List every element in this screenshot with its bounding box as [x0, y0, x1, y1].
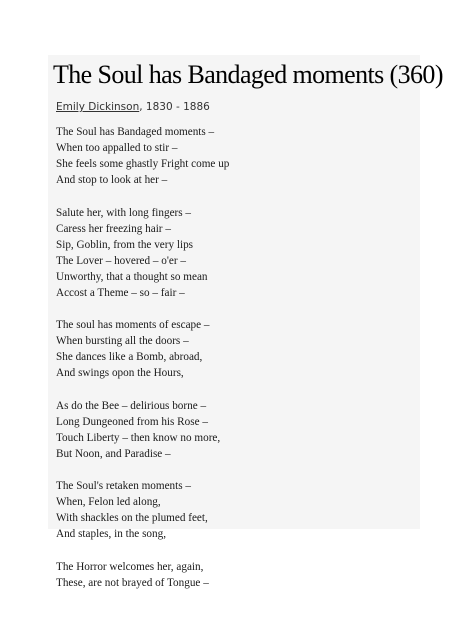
- poem-body: [56, 124, 416, 607]
- stanza: [56, 205, 416, 301]
- stanza: [56, 559, 416, 591]
- poem-line: When too appalled to stir –: [56, 142, 178, 154]
- poem-title: The Soul has Bandaged moments (360): [53, 60, 443, 89]
- poem-line: Touch Liberty – then know no more,: [56, 431, 221, 444]
- poem-line: And stop to look at her –: [56, 174, 168, 186]
- poem-line: Salute her, with long fingers –: [56, 206, 192, 219]
- author-dates: , 1830 - 1886: [139, 101, 210, 113]
- poem-line: She feels some ghastly Fright come up: [56, 158, 230, 170]
- poem-line: And swings opon the Hours,: [56, 367, 184, 379]
- stanza: [56, 124, 416, 188]
- poem-line: But Noon, and Paradise –: [56, 447, 171, 460]
- poem-line: Caress her freezing hair –: [56, 222, 171, 235]
- poem-line: The Soul has Bandaged moments –: [56, 126, 215, 138]
- stanza: [56, 478, 416, 542]
- poem-line: The Lover – hovered – o'er –: [56, 254, 187, 267]
- byline: [56, 100, 210, 114]
- poem-line: Unworthy, that a thought so mean: [56, 270, 208, 283]
- poem-line: These, are not brayed of Tongue –: [56, 576, 209, 589]
- poem-line: Accost a Theme – so – fair –: [56, 286, 185, 299]
- poem-line: And staples, in the song,: [56, 528, 167, 540]
- poem-line: The soul has moments of escape –: [56, 319, 210, 331]
- poem-line: As do the Bee – delirious borne –: [56, 399, 207, 412]
- poem-line: Sip, Goblin, from the very lips: [56, 238, 194, 251]
- poem-line: When, Felon led along,: [56, 496, 161, 508]
- poem-line: She dances like a Bomb, abroad,: [56, 351, 203, 363]
- stanza: [56, 317, 416, 381]
- poem-line: With shackles on the plumed feet,: [56, 512, 208, 524]
- poem-line: When bursting all the doors –: [56, 335, 189, 347]
- stanza: [56, 398, 416, 462]
- poem-line: The Horror welcomes her, again,: [56, 560, 204, 573]
- poem-line: The Soul's retaken moments –: [56, 480, 191, 492]
- poem-line: Long Dungeoned from his Rose –: [56, 415, 208, 428]
- author-link[interactable]: Emily Dickinson: [56, 101, 140, 113]
